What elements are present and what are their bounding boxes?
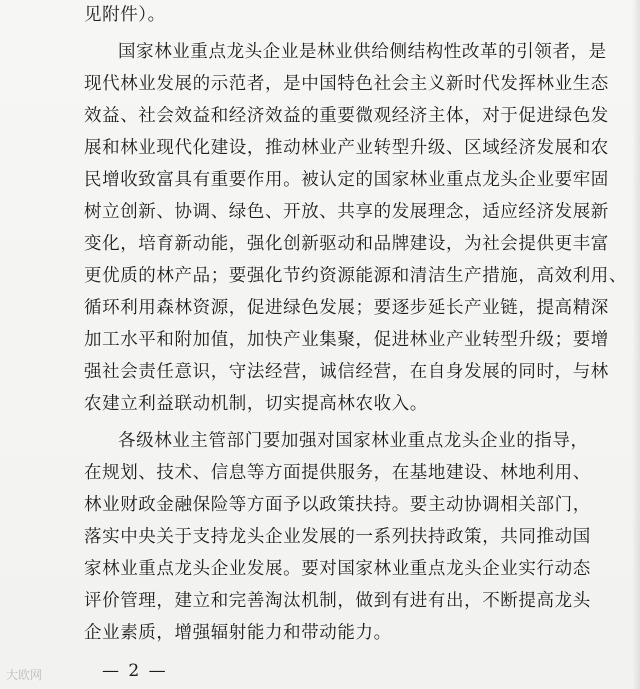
text-line: 强社会责任意识，守法经营，诚信经营，在自身发展的同时，与林 xyxy=(84,362,609,382)
text-line: 评价管理，建立和完善淘汰机制，做到有进有出，不断提高龙头 xyxy=(84,591,591,611)
text-line: 循环利用森林资源，促进绿色发展；要逐步延长产业链，提高精深 xyxy=(84,298,609,318)
text-line: 家林业重点龙头企业发展。要对国家林业重点龙头企业实行动态 xyxy=(84,559,591,579)
text-line: 加工水平和附加值，加快产业集聚，促进林业产业转型升级；要增 xyxy=(84,330,609,350)
text-line: 更优质的林产品；要强化节约资源能源和清洁生产措施，高效利用、 xyxy=(84,266,627,286)
text-line: 树立创新、协调、绿色、开放、共享的发展理念，适应经济发展新 xyxy=(84,202,609,222)
text-line: 效益、社会效益和经济效益的重要微观经济主体，对于促进绿色发 xyxy=(84,106,609,126)
text-line: 林业财政金融保险等方面予以政策扶持。要主动协调相关部门， xyxy=(84,495,591,515)
text-line: 农建立利益联动机制，切实提高林农收入。 xyxy=(84,394,428,414)
text-line: 企业素质，增强辐射能力和带动能力。 xyxy=(84,623,392,643)
text-line: 民增收致富具有重要作用。被认定的国家林业重点龙头企业要牢固 xyxy=(84,170,609,190)
page-number: — 2 — xyxy=(102,661,168,681)
text-line: 展和林业现代化建设，推动林业产业转型升级、区域经济发展和农 xyxy=(84,138,609,158)
text-line: 见附件）。 xyxy=(84,5,166,25)
text-line: 变化，培育新动能，强化创新驱动和品牌建设，为社会提供更丰富 xyxy=(84,234,609,254)
text-line: 国家林业重点龙头企业是林业供给侧结构性改革的引领者，是 xyxy=(118,42,607,62)
text-line: 落实中央关于支持龙头企业发展的一系列扶持政策，共同推动国 xyxy=(84,527,591,547)
text-line: 在规划、技术、信息等方面提供服务，在基地建设、林地利用、 xyxy=(84,463,591,483)
text-line: 现代林业发展的示范者，是中国特色社会主义新时代发挥林业生态 xyxy=(84,74,609,94)
watermark: 大欧网 xyxy=(6,668,43,682)
page-edge-shadow xyxy=(632,0,640,689)
text-line: 各级林业主管部门要加强对国家林业重点龙头企业的指导， xyxy=(118,431,589,451)
